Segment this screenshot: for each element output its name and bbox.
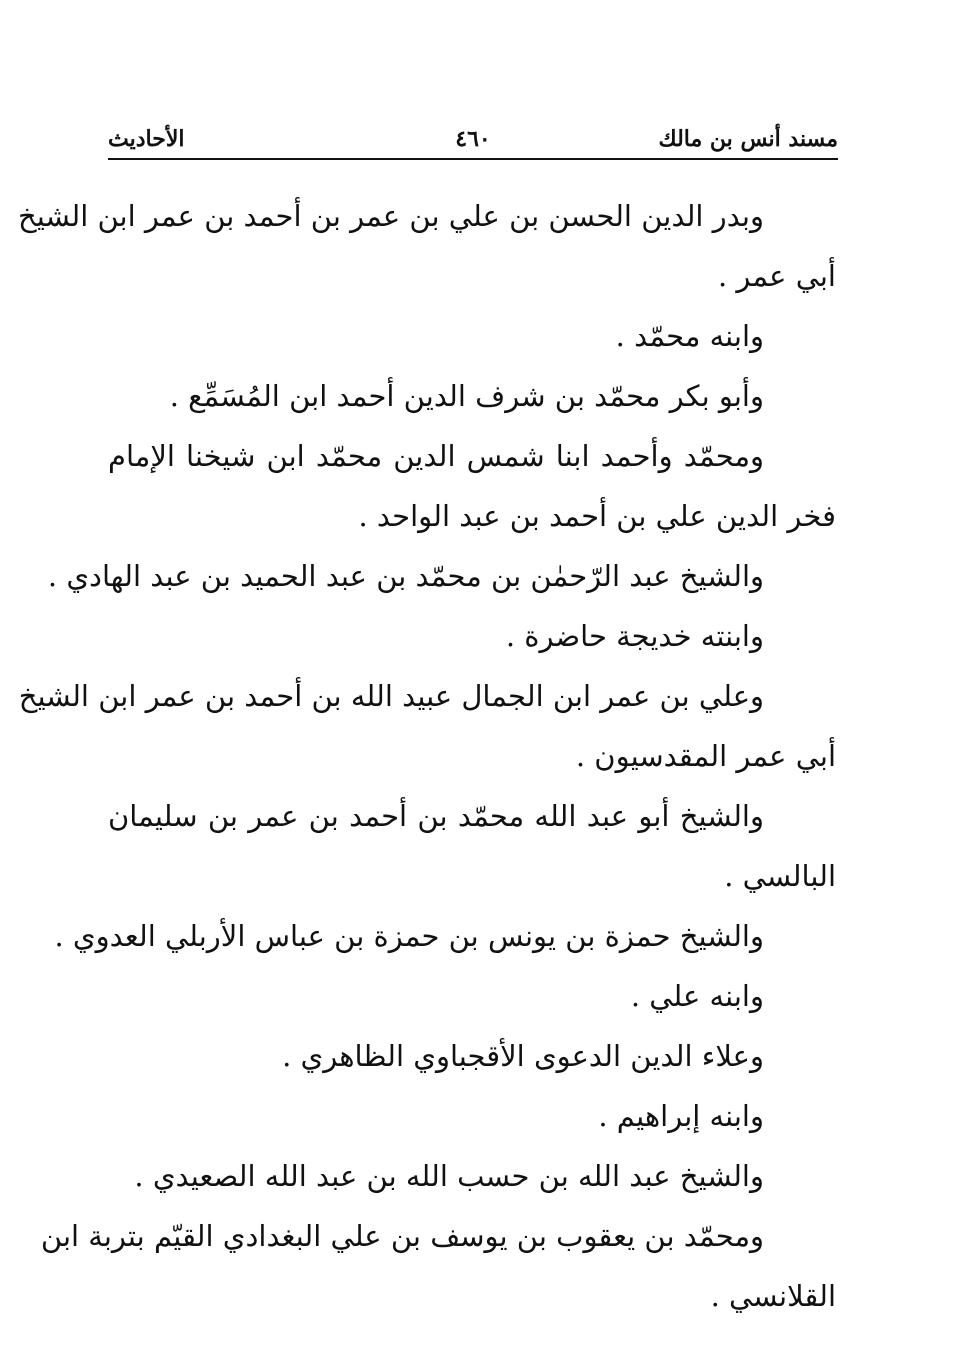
paragraph-continuation: فخر الدين علي بن أحمد بن عبد الواحد .	[358, 499, 836, 533]
paragraph-first-line: وعلاء الدين الدعوى الأقجباوي الظاهري .	[282, 1039, 764, 1073]
paragraph-first-line: والشيخ أبو عبد الله محمّد بن أحمد بن عمر بن سليمان	[108, 799, 764, 833]
paragraph-first-line: وابنه إبراهيم .	[598, 1099, 764, 1133]
paragraph-continuation: أبي عمر المقدسيون .	[575, 739, 836, 773]
paragraph	[108, 1146, 836, 1206]
paragraph-first-line: وابنه علي .	[630, 979, 764, 1013]
paragraph-continuation: أبي عمر .	[717, 259, 836, 293]
paragraph	[108, 426, 836, 546]
paragraph-first-line: وبدر الدين الحسن بن علي بن عمر بن أحمد بن عمر ابن الشيخ	[18, 199, 764, 233]
paragraph-first-line: ومحمّد وأحمد ابنا شمس الدين محمّد ابن شيخنا الإمام	[108, 439, 764, 473]
paragraph	[108, 306, 836, 366]
paragraph	[54, 906, 836, 966]
page-header	[108, 118, 838, 160]
paragraph-first-line: وعلي بن عمر ابن الجمال عبيد الله بن أحمد بن عمر ابن الشيخ	[18, 679, 764, 713]
paragraph	[108, 1086, 836, 1146]
body-text	[18, 186, 836, 1326]
paragraph	[47, 546, 836, 606]
paragraph	[108, 966, 836, 1026]
paragraph	[18, 666, 836, 786]
paragraph-first-line: والشيخ عبد الله بن حسب الله بن عبد الله الصعيدي .	[134, 1159, 764, 1193]
paragraph	[108, 1026, 836, 1086]
paragraph-first-line: وأبو بكر محمّد بن شرف الدين أحمد ابن المُسَمِّع .	[169, 379, 764, 413]
paragraph-first-line: والشيخ عبد الرّحمٰن بن محمّد بن عبد الحميد بن عبد الهادي .	[47, 559, 764, 593]
paragraph	[108, 786, 836, 906]
page-number: ٤٦٠	[455, 126, 491, 152]
paragraph-first-line: وابنته خديجة حاضرة .	[505, 619, 764, 653]
paragraph-continuation: القلانسي .	[710, 1279, 836, 1313]
paragraph	[18, 186, 836, 306]
paragraph	[40, 1206, 836, 1326]
section-title: الأحاديث	[108, 126, 185, 152]
paragraph-first-line: والشيخ حمزة بن يونس بن حمزة بن عباس الأربلي العدوي .	[54, 919, 764, 953]
paragraph-first-line: ومحمّد بن يعقوب بن يوسف بن علي البغدادي القيّم بتربة ابن	[40, 1219, 764, 1253]
paragraph	[108, 366, 836, 426]
paragraph	[108, 606, 836, 666]
paragraph-continuation: البالسي .	[724, 859, 836, 893]
book-title: مسند أنس بن مالك	[658, 126, 838, 152]
paragraph-first-line: وابنه محمّد .	[615, 319, 764, 353]
